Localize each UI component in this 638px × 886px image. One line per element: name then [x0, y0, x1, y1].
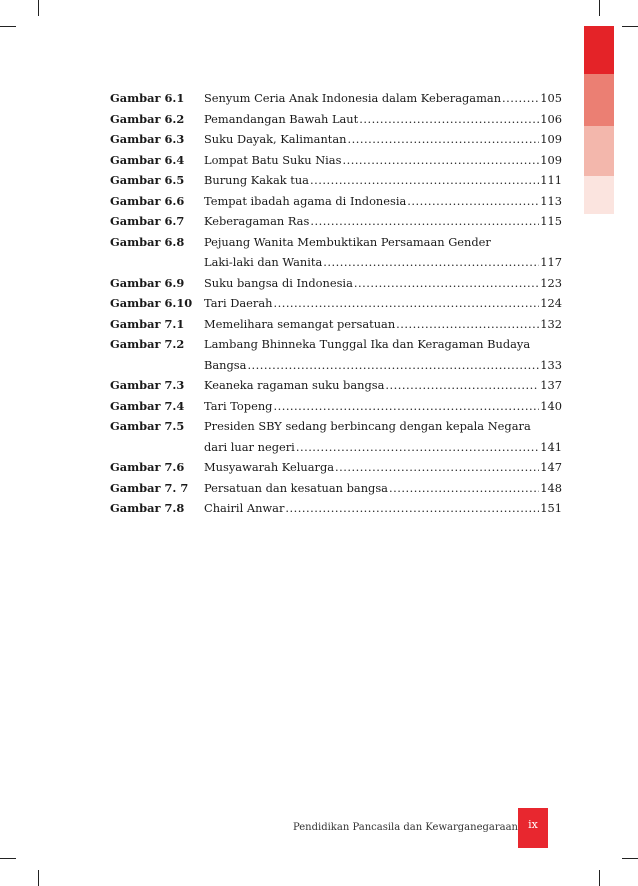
figure-caption [204, 273, 562, 294]
caption-text: Tempat ibadah agama di Indonesia [204, 193, 407, 208]
figure-label: Gambar 7.5 [110, 419, 185, 433]
caption-text: Presiden SBY sedang berbincang dengan kepala Negara [204, 419, 531, 433]
caption-text: Musyawarah Keluarga [204, 460, 335, 474]
figure-caption [204, 129, 562, 150]
dot-leader [396, 314, 539, 335]
page-ref: 123 [540, 275, 562, 290]
page-ref: 147 [540, 460, 562, 474]
figure-label: Gambar 6.4 [110, 152, 185, 167]
dot-leader [359, 109, 539, 130]
figure-entry [110, 109, 562, 130]
caption-line [204, 437, 562, 458]
figure-label: Gambar 6.10 [110, 296, 193, 310]
figure-label: Gambar 7.6 [110, 460, 185, 474]
dot-leader [389, 478, 539, 499]
dot-leader [285, 498, 539, 519]
caption-text: Suku bangsa di Indonesia [204, 275, 353, 290]
figure-caption [204, 478, 562, 499]
crop-mark-bl-h [0, 858, 16, 859]
figure-label: Gambar 7.3 [110, 378, 185, 392]
figure-label: Gambar 7. 7 [110, 480, 189, 495]
figure-caption [204, 211, 562, 232]
side-tab-4 [584, 176, 614, 214]
crop-mark-tl-h [0, 26, 16, 27]
caption-line [204, 293, 562, 314]
dot-leader [323, 252, 539, 273]
crop-mark-tr-h [622, 26, 638, 27]
page-ref: 137 [540, 378, 562, 392]
dot-leader [310, 211, 539, 232]
caption-text: Suku Dayak, Kalimantan [204, 132, 347, 146]
figure-caption [204, 170, 562, 191]
dot-leader [342, 150, 539, 171]
figure-label: Gambar 6.3 [110, 132, 185, 146]
crop-mark-br-v [599, 870, 600, 886]
dot-leader [296, 437, 539, 458]
page-ref: 151 [540, 501, 562, 515]
book-title: Pendidikan Pancasila dan Kewarganegaraan [292, 822, 518, 833]
figure-list [110, 88, 562, 519]
caption-text: Lambang Bhinneka Tunggal Ika dan Keragaman Budaya [204, 337, 531, 351]
figure-caption [204, 457, 562, 478]
dot-leader [385, 375, 539, 396]
caption-line [204, 314, 562, 335]
figure-label: Gambar 6.2 [110, 111, 185, 126]
caption-text: Pejuang Wanita Membuktikan Persamaan Gender [204, 234, 491, 249]
page-ref: 132 [540, 316, 562, 331]
page-ref: 133 [540, 357, 562, 372]
figure-entry [110, 314, 562, 335]
figure-caption [204, 396, 562, 417]
figure-caption [204, 498, 562, 519]
figure-label: Gambar 6.5 [110, 173, 185, 187]
figure-entry [110, 191, 562, 212]
caption-text: Keberagaman Ras [204, 214, 310, 228]
caption-text: Persatuan dan kesatuan bangsa [204, 480, 388, 495]
figure-entry [110, 396, 562, 417]
dot-leader [247, 355, 539, 376]
figure-entry [110, 129, 562, 150]
figure-entry [110, 375, 562, 396]
caption-line [204, 375, 562, 396]
figure-caption [204, 334, 562, 375]
figure-label: Gambar 7.8 [110, 501, 185, 515]
dot-leader [502, 88, 539, 109]
figure-entry [110, 170, 562, 191]
caption-line [204, 170, 562, 191]
crop-mark-bl-v [38, 870, 39, 886]
figure-label: Gambar 6.6 [110, 193, 185, 208]
dot-leader [273, 396, 539, 417]
page-number: ix [518, 808, 548, 848]
caption-line [204, 150, 562, 171]
caption-line [204, 478, 562, 499]
figure-label: Gambar 6.1 [110, 91, 185, 105]
side-tab-3 [584, 126, 614, 176]
side-tab-2 [584, 74, 614, 126]
caption-line [204, 88, 562, 109]
figure-caption [204, 314, 562, 335]
figure-entry [110, 478, 562, 499]
page-ref: 115 [540, 214, 562, 228]
caption-text: Tari Topeng [204, 398, 273, 413]
dot-leader [407, 191, 539, 212]
page-ref: 141 [540, 439, 562, 454]
dot-leader [273, 293, 539, 314]
crop-mark-tr-v [599, 0, 600, 16]
figure-entry [110, 273, 562, 294]
caption-line [204, 334, 562, 355]
caption-text: Pemandangan Bawah Laut [204, 111, 359, 126]
crop-mark-tl-v [38, 0, 39, 16]
caption-line [204, 109, 562, 130]
figure-caption [204, 109, 562, 130]
figure-label: Gambar 6.8 [110, 234, 185, 249]
dot-leader [335, 457, 539, 478]
page-ref: 124 [540, 296, 562, 310]
caption-line [204, 416, 562, 437]
page-ref: 109 [540, 152, 562, 167]
caption-line [204, 498, 562, 519]
figure-entry [110, 334, 562, 375]
figure-caption [204, 293, 562, 314]
page-ref: 117 [540, 255, 562, 269]
caption-line [204, 211, 562, 232]
caption-line [204, 129, 562, 150]
figure-caption [204, 232, 562, 273]
page-ref: 109 [540, 132, 562, 146]
page-ref: 111 [540, 173, 562, 187]
caption-text: Lompat Batu Suku Nias [204, 152, 342, 167]
figure-entry [110, 232, 562, 273]
figure-caption [204, 88, 562, 109]
figure-entry [110, 293, 562, 314]
caption-text: Tari Daerah [204, 296, 273, 310]
figure-entry [110, 150, 562, 171]
figure-entry [110, 416, 562, 457]
crop-mark-br-h [622, 858, 638, 859]
caption-text: Bangsa [204, 357, 247, 372]
caption-line [204, 232, 562, 253]
caption-text: Memelihara semangat persatuan [204, 316, 396, 331]
figure-entry [110, 457, 562, 478]
caption-line [204, 396, 562, 417]
caption-line [204, 191, 562, 212]
figure-entry [110, 88, 562, 109]
page-ref: 106 [540, 111, 562, 126]
caption-text: Burung Kakak tua [204, 173, 309, 187]
page-ref: 148 [540, 480, 562, 495]
caption-text: Chairil Anwar [204, 501, 285, 515]
side-tab-1 [584, 26, 614, 74]
figure-label: Gambar 7.4 [110, 398, 185, 413]
caption-line [204, 457, 562, 478]
caption-text: Senyum Ceria Anak Indonesia dalam Keberagaman [204, 91, 502, 105]
caption-line [204, 273, 562, 294]
caption-text: Keaneka ragaman suku bangsa [204, 378, 385, 392]
dot-leader [310, 170, 539, 191]
figure-label: Gambar 7.2 [110, 337, 185, 351]
figure-caption [204, 416, 562, 457]
caption-text: Laki-laki dan Wanita [204, 255, 323, 269]
figure-label: Gambar 6.7 [110, 214, 185, 228]
figure-caption [204, 150, 562, 171]
page-ref: 140 [540, 398, 562, 413]
caption-line [204, 355, 562, 376]
page-ref: 113 [540, 193, 562, 208]
page-ref: 105 [540, 91, 562, 105]
caption-line [204, 252, 562, 273]
figure-label: Gambar 6.9 [110, 275, 185, 290]
figure-caption [204, 375, 562, 396]
dot-leader [354, 273, 539, 294]
figure-caption [204, 191, 562, 212]
figure-entry [110, 211, 562, 232]
figure-label: Gambar 7.1 [110, 316, 185, 331]
dot-leader [348, 129, 540, 150]
figure-entry [110, 498, 562, 519]
caption-text: dari luar negeri [204, 439, 295, 454]
